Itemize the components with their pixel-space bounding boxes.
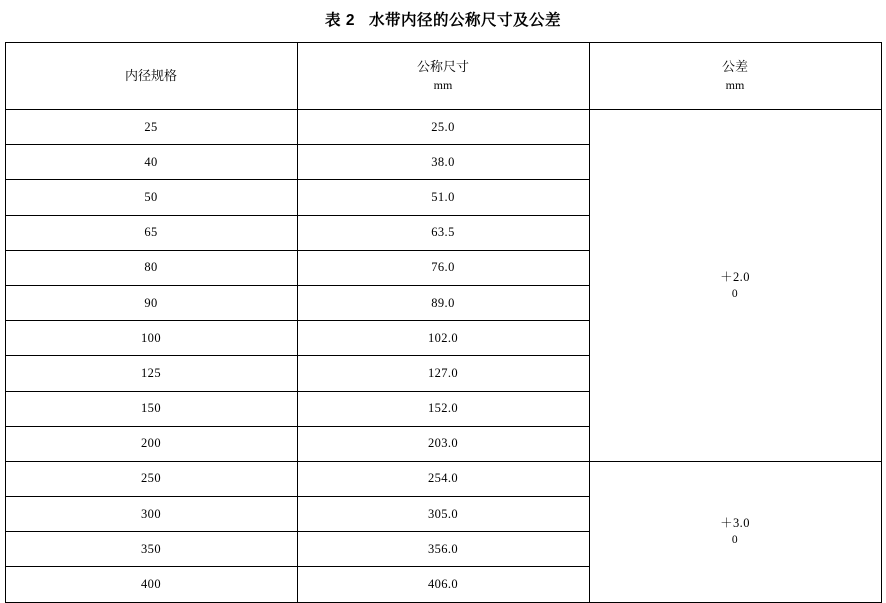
cell-nominal: 51.0 [297, 180, 589, 215]
header-row [5, 43, 881, 110]
column-header-spec [5, 43, 297, 110]
column-header-nominal [297, 43, 589, 110]
cell-nominal: 203.0 [297, 426, 589, 461]
table-row [5, 110, 881, 145]
table-number: 表 2 [325, 12, 355, 29]
column-header-nominal-label: 公称尺寸 [416, 58, 469, 74]
column-header-tolerance-unit: mm [725, 78, 745, 93]
cell-spec: 350 [5, 532, 297, 567]
table-caption [0, 0, 886, 42]
cell-spec: 100 [5, 321, 297, 356]
cell-nominal: 25.0 [297, 110, 589, 145]
cell-nominal: 38.0 [297, 145, 589, 180]
column-header-tolerance [589, 43, 881, 110]
tolerance-lower: 0 [731, 288, 739, 301]
inner-diameter-spec-table [5, 42, 882, 603]
cell-spec: 125 [5, 356, 297, 391]
tolerance-lower: 0 [731, 534, 739, 547]
cell-spec: 65 [5, 215, 297, 250]
cell-spec: 300 [5, 497, 297, 532]
cell-spec: 250 [5, 461, 297, 496]
cell-spec: 400 [5, 567, 297, 602]
cell-spec: 50 [5, 180, 297, 215]
cell-nominal: 89.0 [297, 285, 589, 320]
cell-nominal: 102.0 [297, 321, 589, 356]
cell-nominal: 127.0 [297, 356, 589, 391]
column-header-tolerance-label: 公差 [721, 58, 748, 74]
tolerance-upper: ＋2.0 [720, 270, 750, 285]
cell-tolerance [589, 461, 881, 602]
cell-tolerance [589, 110, 881, 462]
cell-nominal: 356.0 [297, 532, 589, 567]
cell-nominal: 152.0 [297, 391, 589, 426]
cell-nominal: 76.0 [297, 250, 589, 285]
column-header-spec-label: 内径规格 [124, 68, 177, 84]
table-row [5, 461, 881, 496]
table-body [5, 110, 881, 603]
table-title: 水带内径的公称尺寸及公差 [368, 12, 561, 29]
cell-spec: 25 [5, 110, 297, 145]
cell-nominal: 254.0 [297, 461, 589, 496]
tolerance-upper: ＋3.0 [720, 516, 750, 531]
cell-spec: 40 [5, 145, 297, 180]
cell-spec: 200 [5, 426, 297, 461]
column-header-nominal-unit: mm [433, 78, 453, 93]
cell-spec: 80 [5, 250, 297, 285]
cell-spec: 150 [5, 391, 297, 426]
cell-nominal: 406.0 [297, 567, 589, 602]
table-header [5, 43, 881, 110]
cell-nominal: 63.5 [297, 215, 589, 250]
cell-nominal: 305.0 [297, 497, 589, 532]
cell-spec: 90 [5, 285, 297, 320]
